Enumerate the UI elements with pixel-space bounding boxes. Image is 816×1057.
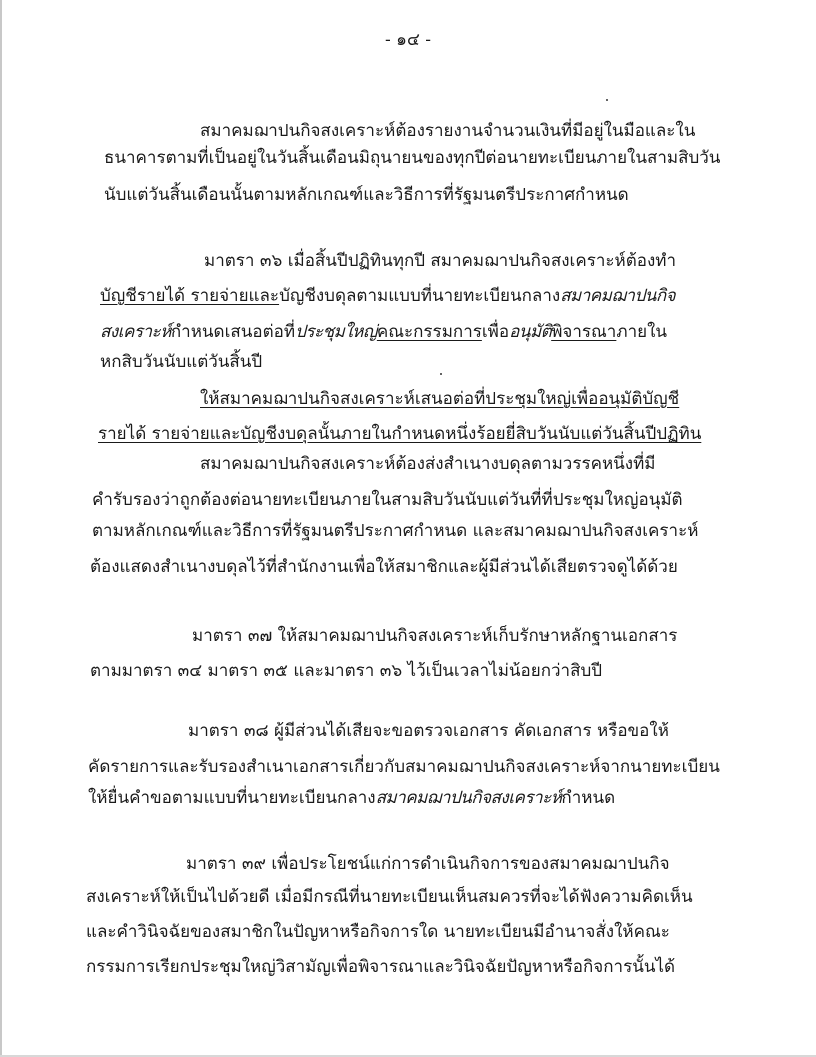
handwritten-insertion: ประชุมใหญ่ [295, 322, 377, 342]
sec39-line1: มาตรา ๓๙ เพื่อประโยชน์แก่การดำเนินกิจการของสมาคมฌาปนกิจ [186, 854, 670, 874]
scan-speck [440, 373, 442, 375]
sec36-underlined-text: คณะกรรมการ [376, 322, 482, 342]
handwritten-insertion: อนุมัติ [509, 322, 552, 342]
para1-line2: ธนาคารตามที่เป็นอยู่ในวันสิ้นเดือนมิถุนายนของทุกปีต่อนายทะเบียนภายในสามสิบวัน [104, 148, 721, 168]
sec38-text: กำหนด [561, 788, 616, 808]
sec36-underlined-text: บัญชีรายได้ รายจ่ายและ [100, 286, 280, 306]
sec36-text: กำหนดเสนอต่อที่ [170, 322, 296, 342]
sec39-line4: กรรมการเรียกประชุมใหญ่วิสามัญเพื่อพิจารณาและวินิจฉัยปัญหาหรือกิจการนั้นได้ [86, 957, 676, 977]
sec36-text: เพื่อ [481, 322, 510, 342]
sec38-text: ให้ยื่นคำขอตามแบบที่นายทะเบียนกลาง [88, 788, 376, 808]
sec36-line3 [100, 321, 667, 343]
sec38-line2: คัดรายการและรับรองสำเนาเอกสารเกี่ยวกับสมาคมฌาปนกิจสงเคราะห์จากนายทะเบียน [88, 757, 720, 777]
sec36-text: ภายใน [616, 322, 667, 342]
sec36-line5-underlined: ให้สมาคมฌาปนกิจสงเคราะห์เสนอต่อที่ประชุมใหญ่เพื่ออนุมัติบัญชี [200, 389, 680, 409]
sec36-line1: มาตรา ๓๖ เมื่อสิ้นปีปฏิทินทุกปี สมาคมฌาปนกิจสงเคราะห์ต้องทำ [204, 251, 677, 271]
page-number: - ๑๔ - [385, 30, 431, 50]
sec39-line2: สงเคราะห์ให้เป็นไปด้วยดี เมื่อมีกรณีที่นายทะเบียนเห็นสมควรที่จะได้ฟังความคิดเห็น [86, 887, 693, 907]
handwritten-insertion: สมาคมฌาปนกิจสงเคราะห์ [375, 788, 562, 808]
para1-line3: นับแต่วันสิ้นเดือนนั้นตามหลักเกณฑ์และวิธีการที่รัฐมนตรีประกาศกำหนด [104, 185, 629, 205]
sec36-line2 [100, 285, 675, 307]
para1-line1: สมาคมฌาปนกิจสงเคราะห์ต้องรายงานจำนวนเงินที่มีอยู่ในมือและใน [200, 121, 696, 141]
scan-speck [606, 99, 608, 101]
sec38-line1: มาตรา ๓๘ ผู้มีส่วนได้เสียจะขอตรวจเอกสาร คัดเอกสาร หรือขอให้ [188, 721, 669, 741]
handwritten-insertion: สงเคราะห์ [100, 322, 171, 342]
sec36-line4: หกสิบวันนับแต่วันสิ้นปี [100, 352, 263, 372]
sec36-underlined-text: พิจารณา [551, 322, 617, 342]
handwritten-insertion: สมาคมฌาปนกิจ [560, 286, 676, 306]
sec39-line3: และคำวินิจฉัยของสมาชิกในปัญหาหรือกิจการใด นายทะเบียนมีอำนาจสั่งให้คณะ [86, 922, 670, 942]
sec36-line6-underlined: รายได้ รายจ่ายและบัญชีงบดุลนั้นภายในกำหนดหนึ่งร้อยยี่สิบวันนับแต่วันสิ้นปีปฏิทิน [98, 424, 702, 444]
sec36-text: บัญชีงบดุลตามแบบที่นายทะเบียนกลาง [279, 286, 561, 306]
sec36-line8: คำรับรองว่าถูกต้องต่อนายทะเบียนภายในสามสิบวันนับแต่วันที่ที่ประชุมใหญ่อนุมัติ [92, 490, 683, 510]
sec36-line9: ตามหลักเกณฑ์และวิธีการที่รัฐมนตรีประกาศกำหนด และสมาคมฌาปนกิจสงเคราะห์ [92, 521, 699, 541]
sec36-line10: ต้องแสดงสำเนางบดุลไว้ที่สำนักงานเพื่อให้สมาชิกและผู้มีส่วนได้เสียตรวจดูได้ด้วย [90, 557, 678, 577]
sec38-line3 [88, 787, 615, 809]
scan-left-edge [0, 0, 2, 1057]
sec37-line1: มาตรา ๓๗ ให้สมาคมฌาปนกิจสงเคราะห์เก็บรักษาหลักฐานเอกสาร [192, 626, 678, 646]
sec36-line7: สมาคมฌาปนกิจสงเคราะห์ต้องส่งสำเนางบดุลตามวรรคหนึ่งที่มี [200, 454, 656, 474]
sec37-line2: ตามมาตรา ๓๔ มาตรา ๓๕ และมาตรา ๓๖ ไว้เป็นเวลาไม่น้อยกว่าสิบปี [90, 661, 603, 681]
